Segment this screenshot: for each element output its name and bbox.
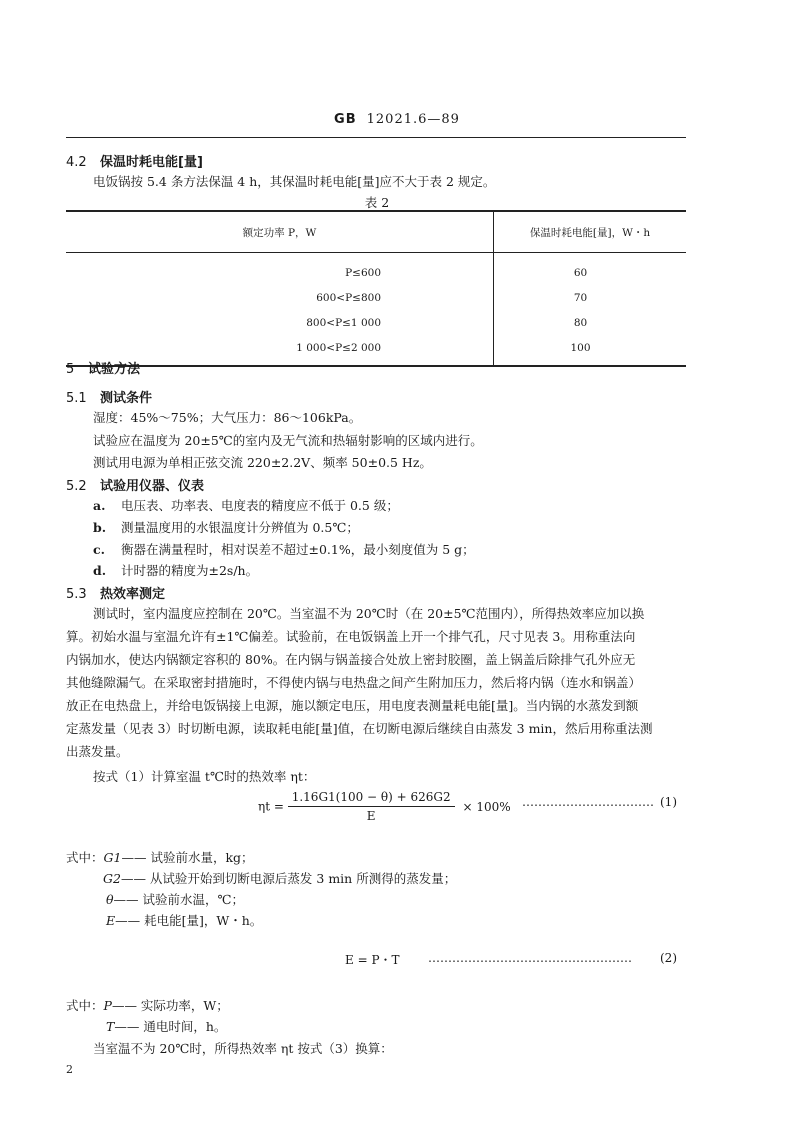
list-item-label: a.	[93, 498, 106, 513]
definition-text: —— 试验前水量，kg；	[121, 850, 254, 865]
table-cell: 100	[494, 335, 687, 366]
section-number: 5	[66, 362, 75, 377]
paragraph-line: 出蒸发量。	[66, 744, 129, 759]
paragraph-line: 湿度：45%～75%；大气压力：86～106kPa。	[93, 410, 362, 425]
table-row	[66, 285, 686, 310]
section-4-2-heading	[66, 151, 203, 170]
section-title: 试验用仪器、仪表	[100, 479, 205, 494]
list-item	[93, 540, 475, 558]
list-item	[93, 496, 399, 514]
paragraph-line: 放正在电热盘上，并给电饭锅接上电源，施以额定电压，用电度表测量耗电能[量]。当内锅的水蒸发到额	[66, 698, 639, 713]
table-cell: 70	[573, 291, 588, 304]
section-title: 保温时耗电能[量]	[100, 155, 203, 170]
section-number: 5.2	[66, 479, 87, 494]
section-title: 测试条件	[100, 391, 153, 406]
formula-lhs: ηt =	[258, 799, 284, 814]
definition-line	[103, 869, 456, 887]
definition-text: —— 从试验开始到切断电源后蒸发 3 min 所测得的蒸发量；	[120, 871, 457, 886]
definition-line	[106, 890, 244, 908]
paragraph-line: 算。初始水温与室温允许有±1℃偏差。试验前，在电饭锅盖上开一个排气孔，尺寸见表 3。用称重法向	[66, 629, 636, 644]
closing-line: 当室温不为 20℃时，所得热效率 ηt 按式（3）换算：	[93, 1041, 393, 1056]
formula-times: × 100%	[462, 799, 511, 814]
list-item-text: 计时器的精度为±2s/h。	[121, 563, 259, 578]
section-5-heading	[66, 358, 140, 377]
section-5-3-heading	[66, 583, 165, 602]
formula-1-tag: (1)	[660, 795, 677, 809]
formula-2-leader: ……………………………………………	[428, 951, 632, 965]
definition-intro: 式中：	[66, 998, 104, 1013]
paragraph-line: 内锅加水，使达内锅额定容积的 80%。在内锅与锅盖接合处放上密封胶圈，盖上锅盖后除排气孔外应无	[66, 652, 636, 667]
list-item-text: 衡器在满量程时，相对误差不超过±0.1%，最小刻度值为 5 g；	[121, 542, 475, 557]
table-cell: 600<P≤800	[66, 285, 494, 310]
section-number: 5.3	[66, 587, 87, 602]
definition-symbol: P	[103, 998, 112, 1013]
section-title: 试验方法	[88, 362, 141, 377]
header-rule	[66, 137, 686, 138]
list-item	[93, 561, 258, 579]
table-cell: 1 000<P≤2 000	[66, 335, 494, 366]
table-2-caption: 表 2	[364, 195, 390, 210]
table-cell: 60	[573, 266, 588, 279]
definition-symbol: G1	[103, 850, 122, 865]
table-cell: 80	[573, 316, 588, 329]
formula-denominator: E	[366, 809, 376, 823]
paragraph-line: 定蒸发量（见表 3）时切断电源，读取耗电能[量]值，在切断电源后继续自由蒸发 3 min，然后用称重法测	[66, 721, 653, 736]
definition-text: —— 通电时间，h。	[114, 1019, 227, 1034]
formula-1	[258, 790, 511, 823]
document-header	[0, 112, 794, 127]
definition-symbol: θ	[106, 892, 114, 907]
page-number: 2	[66, 1063, 73, 1076]
section-number: 5.1	[66, 391, 87, 406]
paragraph-line: 测试用电源为单相正弦交流 220±2.2V、频率 50±0.5 Hz。	[93, 455, 432, 470]
definition-symbol: E	[106, 913, 116, 928]
definition-text: —— 试验前水温，℃；	[113, 892, 244, 907]
table-row	[66, 253, 686, 286]
table-header-cell: 额定功率 P，W	[66, 211, 494, 253]
definition-text: —— 耗电能[量]，W・h。	[115, 913, 263, 928]
table-cell: 800<P≤1 000	[66, 310, 494, 335]
table-row	[66, 335, 686, 366]
section-5-2-heading	[66, 475, 204, 494]
table-header-cell: 保温时耗电能[量]，W・h	[494, 211, 687, 253]
paragraph-line: 试验应在温度为 20±5℃的室内及无气流和热辐射影响的区域内进行。	[93, 433, 483, 448]
standard-prefix: GB	[334, 112, 357, 127]
list-item-label: d.	[93, 563, 107, 578]
definition-line	[66, 848, 254, 866]
definition-text: —— 实际功率，W；	[111, 998, 229, 1013]
definition-symbol: T	[106, 1019, 115, 1034]
section-number: 4.2	[66, 155, 87, 170]
list-item-label: c.	[93, 542, 105, 557]
list-item	[93, 518, 359, 536]
section-title: 热效率测定	[100, 587, 166, 602]
standard-code: 12021.6—89	[366, 112, 460, 127]
table-cell: P≤600	[66, 253, 494, 286]
formula-1-leader: ……………………………	[522, 795, 654, 809]
list-item-label: b.	[93, 520, 107, 535]
definition-symbol: G2	[103, 871, 121, 886]
table-row	[66, 310, 686, 335]
definition-line	[106, 1017, 226, 1035]
list-item-text: 电压表、功率表、电度表的精度应不低于 0.5 级；	[121, 498, 399, 513]
formula-intro: 按式（1）计算室温 t℃时的热效率 ηt：	[93, 769, 316, 784]
definition-intro: 式中：	[66, 850, 104, 865]
paragraph-line: 其他缝隙漏气。在采取密封措施时，不得使内锅与电热盘之间产生附加压力，然后将内锅（连水和锅盖）	[66, 675, 642, 690]
section-5-1-heading	[66, 387, 152, 406]
formula-numerator: 1.16G1(100 − θ) + 626G2	[288, 790, 455, 807]
definition-line	[106, 911, 262, 929]
section-4-2-text: 电饭锅按 5.4 条方法保温 4 h，其保温时耗电能[量]应不大于表 2 规定。	[93, 174, 496, 189]
formula-fraction	[288, 790, 455, 823]
table-2	[66, 210, 686, 367]
formula-2-tag: (2)	[660, 951, 677, 965]
paragraph-line: 测试时，室内温度应控制在 20℃。当室温不为 20℃时（在 20±5℃范围内），所得热效率应加以换	[93, 606, 645, 621]
definition-line	[66, 996, 229, 1014]
table-header-row	[66, 211, 686, 253]
list-item-text: 测量温度用的水银温度计分辨值为 0.5℃；	[121, 520, 359, 535]
formula-2: E = P・T	[345, 953, 400, 967]
